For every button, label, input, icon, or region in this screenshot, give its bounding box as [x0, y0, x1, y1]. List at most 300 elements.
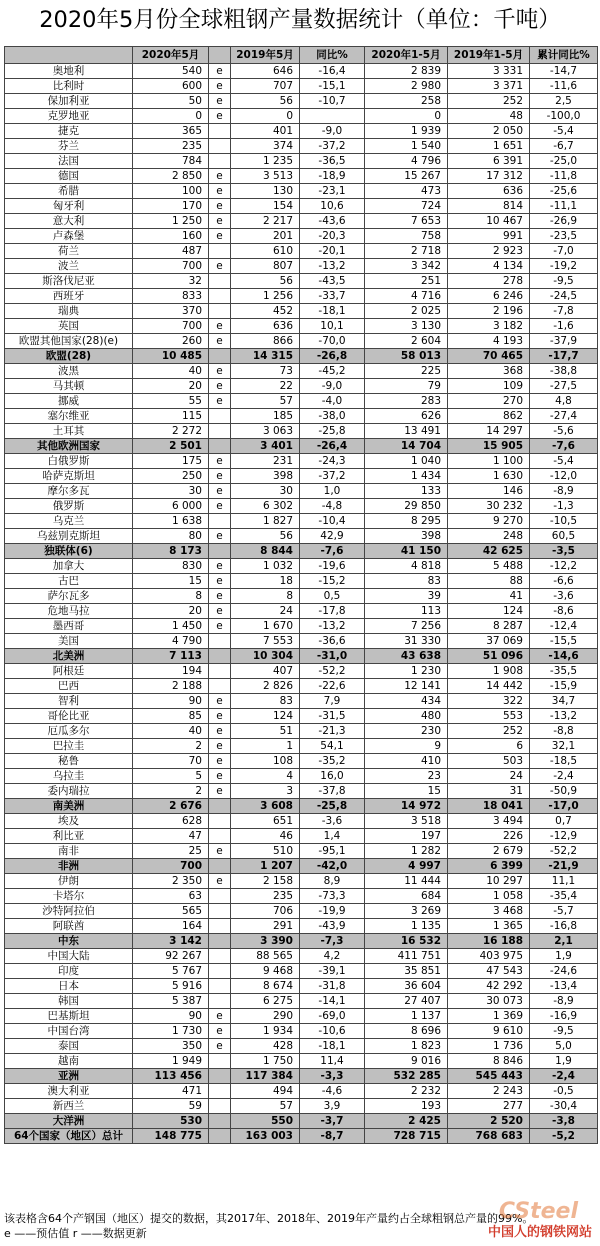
may-2020-cell: 700	[133, 259, 209, 274]
table-row	[5, 574, 598, 589]
ytd-yoy-cell: -7,0	[530, 244, 598, 259]
ytd-2020-cell: 1 939	[365, 124, 448, 139]
country-cell: 萨尔瓦多	[5, 589, 133, 604]
country-cell: 利比亚	[5, 829, 133, 844]
ytd-2020-cell: 9	[365, 739, 448, 754]
ytd-yoy-cell: -25,0	[530, 154, 598, 169]
estimate-flag-cell: e	[209, 169, 231, 184]
may-2020-cell: 8 173	[133, 544, 209, 559]
ytd-2020-cell: 758	[365, 229, 448, 244]
may-2020-cell: 90	[133, 1009, 209, 1024]
ytd-2020-cell: 4 716	[365, 289, 448, 304]
country-cell: 秘鲁	[5, 754, 133, 769]
country-cell: 非洲	[5, 859, 133, 874]
ytd-2019-cell: 24	[448, 769, 530, 784]
ytd-2019-cell: 322	[448, 694, 530, 709]
ytd-yoy-cell: 0,7	[530, 814, 598, 829]
may-2019-cell: 407	[231, 664, 300, 679]
ytd-yoy-cell: 2,5	[530, 94, 598, 109]
may-2020-cell: 5 767	[133, 964, 209, 979]
subtotal-row	[5, 859, 598, 874]
ytd-yoy-cell: -11,1	[530, 199, 598, 214]
yoy-cell: 16,0	[300, 769, 365, 784]
country-cell: 斯洛伐尼亚	[5, 274, 133, 289]
table-row	[5, 79, 598, 94]
country-cell: 越南	[5, 1054, 133, 1069]
may-2020-cell: 50	[133, 94, 209, 109]
country-cell: 独联体(6)	[5, 544, 133, 559]
ytd-yoy-cell: -5,2	[530, 1129, 598, 1144]
yoy-cell	[300, 109, 365, 124]
country-cell: 英国	[5, 319, 133, 334]
yoy-cell: 4,2	[300, 949, 365, 964]
country-cell: 澳大利亚	[5, 1084, 133, 1099]
table-row	[5, 229, 598, 244]
estimate-flag-cell	[209, 424, 231, 439]
ytd-yoy-cell: 32,1	[530, 739, 598, 754]
table-row	[5, 394, 598, 409]
may-2019-cell: 22	[231, 379, 300, 394]
ytd-2020-cell: 58 013	[365, 349, 448, 364]
ytd-2020-cell: 724	[365, 199, 448, 214]
yoy-cell: -4,8	[300, 499, 365, 514]
table-row	[5, 754, 598, 769]
ytd-2019-cell: 51 096	[448, 649, 530, 664]
country-cell: 捷克	[5, 124, 133, 139]
may-2020-cell: 100	[133, 184, 209, 199]
ytd-yoy-cell: -13,2	[530, 709, 598, 724]
may-2019-cell: 374	[231, 139, 300, 154]
country-cell: 阿根廷	[5, 664, 133, 679]
ytd-2020-cell: 11 444	[365, 874, 448, 889]
table-header-row	[5, 47, 598, 64]
ytd-2019-cell: 6	[448, 739, 530, 754]
page-title: 2020年5月份全球粗钢产量数据统计（单位：千吨）	[39, 7, 561, 33]
country-cell: 欧盟(28)	[5, 349, 133, 364]
watermark-logo: CSteel	[498, 1199, 578, 1224]
ytd-2019-cell: 8 287	[448, 619, 530, 634]
table-row	[5, 604, 598, 619]
may-2020-cell: 47	[133, 829, 209, 844]
may-2019-cell: 1 750	[231, 1054, 300, 1069]
ytd-yoy-cell: -8,9	[530, 994, 598, 1009]
table-row	[5, 214, 598, 229]
ytd-2019-cell: 1 908	[448, 664, 530, 679]
country-cell: 摩尔多瓦	[5, 484, 133, 499]
ytd-2019-cell: 14 442	[448, 679, 530, 694]
may-2019-cell: 2 217	[231, 214, 300, 229]
yoy-cell: 10,1	[300, 319, 365, 334]
may-2020-cell: 370	[133, 304, 209, 319]
yoy-cell: -37,8	[300, 784, 365, 799]
yoy-cell: -9,0	[300, 124, 365, 139]
ytd-2019-cell: 41	[448, 589, 530, 604]
may-2019-cell: 8 674	[231, 979, 300, 994]
yoy-cell: -23,1	[300, 184, 365, 199]
may-2020-cell: 6 000	[133, 499, 209, 514]
ytd-2019-cell: 3 182	[448, 319, 530, 334]
may-2020-cell: 487	[133, 244, 209, 259]
ytd-2019-cell: 1 058	[448, 889, 530, 904]
may-2020-cell: 1 450	[133, 619, 209, 634]
table-row	[5, 889, 598, 904]
ytd-2020-cell: 230	[365, 724, 448, 739]
yoy-cell: 54,1	[300, 739, 365, 754]
yoy-cell: -95,1	[300, 844, 365, 859]
ytd-2020-cell: 23	[365, 769, 448, 784]
ytd-2019-cell: 42 625	[448, 544, 530, 559]
country-cell: 巴西	[5, 679, 133, 694]
country-cell: 南非	[5, 844, 133, 859]
may-2020-cell: 235	[133, 139, 209, 154]
table-row	[5, 109, 598, 124]
may-2020-cell: 565	[133, 904, 209, 919]
table-row	[5, 874, 598, 889]
yoy-cell: -36,6	[300, 634, 365, 649]
table-row	[5, 334, 598, 349]
may-2020-cell: 160	[133, 229, 209, 244]
ytd-2019-cell: 1 369	[448, 1009, 530, 1024]
ytd-yoy-cell: -15,9	[530, 679, 598, 694]
may-2019-cell: 163 003	[231, 1129, 300, 1144]
may-2020-cell: 170	[133, 199, 209, 214]
ytd-2020-cell: 2 839	[365, 64, 448, 79]
estimate-flag-cell: e	[209, 694, 231, 709]
ytd-yoy-cell: -100,0	[530, 109, 598, 124]
ytd-2019-cell: 18 041	[448, 799, 530, 814]
ytd-yoy-cell: -16,8	[530, 919, 598, 934]
ytd-2020-cell: 43 638	[365, 649, 448, 664]
yoy-cell: -25,8	[300, 799, 365, 814]
estimate-flag-cell	[209, 514, 231, 529]
may-2019-cell: 398	[231, 469, 300, 484]
may-2020-cell: 2 272	[133, 424, 209, 439]
country-cell: 中东	[5, 934, 133, 949]
country-cell: 日本	[5, 979, 133, 994]
may-2020-cell: 4 790	[133, 634, 209, 649]
yoy-cell: -14,1	[300, 994, 365, 1009]
ytd-2019-cell: 47 543	[448, 964, 530, 979]
ytd-yoy-cell: -10,5	[530, 514, 598, 529]
may-2020-cell: 5 916	[133, 979, 209, 994]
ytd-2020-cell: 1 823	[365, 1039, 448, 1054]
may-2019-cell: 18	[231, 574, 300, 589]
ytd-yoy-cell: -2,4	[530, 769, 598, 784]
country-cell: 白俄罗斯	[5, 454, 133, 469]
yoy-cell: -19,9	[300, 904, 365, 919]
may-2020-cell: 700	[133, 859, 209, 874]
table-row	[5, 694, 598, 709]
ytd-yoy-cell: -7,6	[530, 439, 598, 454]
ytd-2019-cell: 146	[448, 484, 530, 499]
ytd-yoy-cell: -17,0	[530, 799, 598, 814]
ytd-2019-cell: 991	[448, 229, 530, 244]
estimate-flag-cell	[209, 814, 231, 829]
estimate-flag-cell	[209, 289, 231, 304]
ytd-2020-cell: 1 137	[365, 1009, 448, 1024]
may-2020-cell: 148 775	[133, 1129, 209, 1144]
estimate-flag-cell: e	[209, 844, 231, 859]
ytd-yoy-cell: -16,9	[530, 1009, 598, 1024]
may-2020-cell: 40	[133, 724, 209, 739]
table-row	[5, 589, 598, 604]
ytd-yoy-cell: 1,9	[530, 949, 598, 964]
estimate-flag-cell: e	[209, 454, 231, 469]
estimate-flag-cell: e	[209, 364, 231, 379]
ytd-2020-cell: 2 025	[365, 304, 448, 319]
country-cell: 厄瓜多尔	[5, 724, 133, 739]
country-cell: 巴拉圭	[5, 739, 133, 754]
yoy-cell: -20,1	[300, 244, 365, 259]
may-2020-cell: 175	[133, 454, 209, 469]
ytd-2019-cell: 2 196	[448, 304, 530, 319]
yoy-cell: -31,0	[300, 649, 365, 664]
may-2020-cell: 30	[133, 484, 209, 499]
estimate-flag-cell	[209, 1129, 231, 1144]
ytd-2020-cell: 4 818	[365, 559, 448, 574]
may-2019-cell: 130	[231, 184, 300, 199]
yoy-cell: -15,2	[300, 574, 365, 589]
ytd-yoy-cell: -6,6	[530, 574, 598, 589]
table-row	[5, 139, 598, 154]
country-cell: 乌克兰	[5, 514, 133, 529]
table-row	[5, 499, 598, 514]
ytd-yoy-cell: -3,6	[530, 589, 598, 604]
country-cell: 卡塔尔	[5, 889, 133, 904]
estimate-flag-cell: e	[209, 574, 231, 589]
country-cell: 欧盟其他国家(28)(e)	[5, 334, 133, 349]
may-2020-cell: 833	[133, 289, 209, 304]
yoy-cell: -38,0	[300, 409, 365, 424]
may-2019-cell: 452	[231, 304, 300, 319]
ytd-yoy-cell: 60,5	[530, 529, 598, 544]
yoy-cell: 10,6	[300, 199, 365, 214]
ytd-2019-cell: 226	[448, 829, 530, 844]
table-row	[5, 244, 598, 259]
ytd-2020-cell: 1 230	[365, 664, 448, 679]
ytd-2020-cell: 3 342	[365, 259, 448, 274]
ytd-2019-cell: 48	[448, 109, 530, 124]
ytd-2019-cell: 768 683	[448, 1129, 530, 1144]
may-2020-cell: 20	[133, 604, 209, 619]
col-header-2019-may: 2019年5月	[231, 47, 300, 64]
ytd-2020-cell: 2 604	[365, 334, 448, 349]
country-cell: 中国台湾	[5, 1024, 133, 1039]
country-cell: 意大利	[5, 214, 133, 229]
may-2019-cell: 7 553	[231, 634, 300, 649]
yoy-cell: -37,2	[300, 139, 365, 154]
ytd-2020-cell: 1 040	[365, 454, 448, 469]
table-row	[5, 289, 598, 304]
estimate-flag-cell: e	[209, 769, 231, 784]
ytd-2019-cell: 10 467	[448, 214, 530, 229]
table-row	[5, 364, 598, 379]
estimate-flag-cell	[209, 304, 231, 319]
may-2019-cell: 46	[231, 829, 300, 844]
estimate-flag-cell: e	[209, 619, 231, 634]
may-2019-cell: 3	[231, 784, 300, 799]
estimate-flag-cell	[209, 124, 231, 139]
ytd-2020-cell: 1 135	[365, 919, 448, 934]
ytd-yoy-cell: -12,9	[530, 829, 598, 844]
ytd-yoy-cell: -30,4	[530, 1099, 598, 1114]
country-cell: 墨西哥	[5, 619, 133, 634]
may-2020-cell: 20	[133, 379, 209, 394]
ytd-2019-cell: 1 651	[448, 139, 530, 154]
country-cell: 加拿大	[5, 559, 133, 574]
country-cell: 卢森堡	[5, 229, 133, 244]
country-cell: 中国大陆	[5, 949, 133, 964]
country-cell: 巴基斯坦	[5, 1009, 133, 1024]
subtotal-row	[5, 544, 598, 559]
yoy-cell: -13,2	[300, 259, 365, 274]
table-row	[5, 1054, 598, 1069]
country-cell: 哈萨克斯坦	[5, 469, 133, 484]
ytd-2019-cell: 30 232	[448, 499, 530, 514]
table-row	[5, 619, 598, 634]
may-2019-cell: 646	[231, 64, 300, 79]
ytd-yoy-cell: -12,4	[530, 619, 598, 634]
yoy-cell: -73,3	[300, 889, 365, 904]
ytd-2019-cell: 17 312	[448, 169, 530, 184]
ytd-2019-cell: 42 292	[448, 979, 530, 994]
estimate-flag-cell: e	[209, 64, 231, 79]
estimate-flag-cell	[209, 664, 231, 679]
table-row	[5, 1099, 598, 1114]
estimate-flag-cell: e	[209, 784, 231, 799]
ytd-2019-cell: 3 468	[448, 904, 530, 919]
yoy-cell: -45,2	[300, 364, 365, 379]
ytd-yoy-cell: -21,9	[530, 859, 598, 874]
country-cell: 芬兰	[5, 139, 133, 154]
ytd-yoy-cell: -27,4	[530, 409, 598, 424]
col-header-2020-ytd: 2020年1-5月	[365, 47, 448, 64]
ytd-2019-cell: 636	[448, 184, 530, 199]
ytd-2020-cell: 473	[365, 184, 448, 199]
may-2019-cell: 88 565	[231, 949, 300, 964]
ytd-2020-cell: 2 425	[365, 1114, 448, 1129]
estimate-flag-cell	[209, 859, 231, 874]
estimate-flag-cell: e	[209, 94, 231, 109]
table-row	[5, 739, 598, 754]
country-cell: 哥伦比亚	[5, 709, 133, 724]
estimate-flag-cell: e	[209, 319, 231, 334]
estimate-flag-cell	[209, 634, 231, 649]
table-row	[5, 979, 598, 994]
yoy-cell: -8,7	[300, 1129, 365, 1144]
col-header-2019-ytd: 2019年1-5月	[448, 47, 530, 64]
estimate-flag-cell: e	[209, 484, 231, 499]
ytd-2019-cell: 2 679	[448, 844, 530, 859]
estimate-flag-cell	[209, 889, 231, 904]
country-cell: 埃及	[5, 814, 133, 829]
may-2020-cell: 115	[133, 409, 209, 424]
table-row	[5, 64, 598, 79]
table-row	[5, 814, 598, 829]
estimate-flag-cell: e	[209, 214, 231, 229]
ytd-2019-cell: 15 905	[448, 439, 530, 454]
country-cell: 比利时	[5, 79, 133, 94]
yoy-cell: -7,3	[300, 934, 365, 949]
may-2020-cell: 92 267	[133, 949, 209, 964]
may-2020-cell: 260	[133, 334, 209, 349]
country-cell: 泰国	[5, 1039, 133, 1054]
table-row	[5, 124, 598, 139]
country-cell: 荷兰	[5, 244, 133, 259]
ytd-2020-cell: 532 285	[365, 1069, 448, 1084]
ytd-2019-cell: 1 100	[448, 454, 530, 469]
table-row	[5, 94, 598, 109]
may-2019-cell: 14 315	[231, 349, 300, 364]
ytd-2019-cell: 2 520	[448, 1114, 530, 1129]
yoy-cell: -17,8	[300, 604, 365, 619]
ytd-2020-cell: 41 150	[365, 544, 448, 559]
ytd-2019-cell: 270	[448, 394, 530, 409]
ytd-2020-cell: 79	[365, 379, 448, 394]
ytd-2020-cell: 1 434	[365, 469, 448, 484]
may-2020-cell: 1 949	[133, 1054, 209, 1069]
country-cell: 大洋洲	[5, 1114, 133, 1129]
table-row	[5, 784, 598, 799]
estimate-flag-cell: e	[209, 184, 231, 199]
country-cell: 德国	[5, 169, 133, 184]
table-row	[5, 634, 598, 649]
may-2020-cell: 59	[133, 1099, 209, 1114]
may-2019-cell: 401	[231, 124, 300, 139]
ytd-2019-cell: 3 494	[448, 814, 530, 829]
table-row	[5, 844, 598, 859]
ytd-2019-cell: 70 465	[448, 349, 530, 364]
estimate-flag-cell	[209, 139, 231, 154]
may-2020-cell: 2 350	[133, 874, 209, 889]
ytd-2020-cell: 7 256	[365, 619, 448, 634]
footnote-legend: e ——预估值 r ——数据更新	[4, 1227, 147, 1240]
may-2019-cell: 651	[231, 814, 300, 829]
may-2020-cell: 8	[133, 589, 209, 604]
yoy-cell: -19,6	[300, 559, 365, 574]
table-row	[5, 1039, 598, 1054]
country-cell: 奥地利	[5, 64, 133, 79]
may-2019-cell: 1 934	[231, 1024, 300, 1039]
may-2020-cell: 3 142	[133, 934, 209, 949]
may-2020-cell: 70	[133, 754, 209, 769]
may-2020-cell: 2 850	[133, 169, 209, 184]
may-2019-cell: 1	[231, 739, 300, 754]
may-2019-cell: 0	[231, 109, 300, 124]
ytd-2020-cell: 35 851	[365, 964, 448, 979]
may-2019-cell: 706	[231, 904, 300, 919]
yoy-cell: 1,4	[300, 829, 365, 844]
may-2019-cell: 1 827	[231, 514, 300, 529]
may-2019-cell: 1 207	[231, 859, 300, 874]
ytd-2019-cell: 252	[448, 724, 530, 739]
may-2020-cell: 63	[133, 889, 209, 904]
ytd-2020-cell: 728 715	[365, 1129, 448, 1144]
table-row	[5, 679, 598, 694]
may-2020-cell: 830	[133, 559, 209, 574]
table-body	[5, 64, 598, 1144]
estimate-flag-cell: e	[209, 709, 231, 724]
estimate-flag-cell: e	[209, 259, 231, 274]
estimate-flag-cell: e	[209, 1039, 231, 1054]
estimate-flag-cell	[209, 409, 231, 424]
country-cell: 塞尔维亚	[5, 409, 133, 424]
ytd-2019-cell: 1 365	[448, 919, 530, 934]
ytd-2020-cell: 8 295	[365, 514, 448, 529]
may-2019-cell: 154	[231, 199, 300, 214]
yoy-cell: -18,9	[300, 169, 365, 184]
ytd-2019-cell: 16 188	[448, 934, 530, 949]
